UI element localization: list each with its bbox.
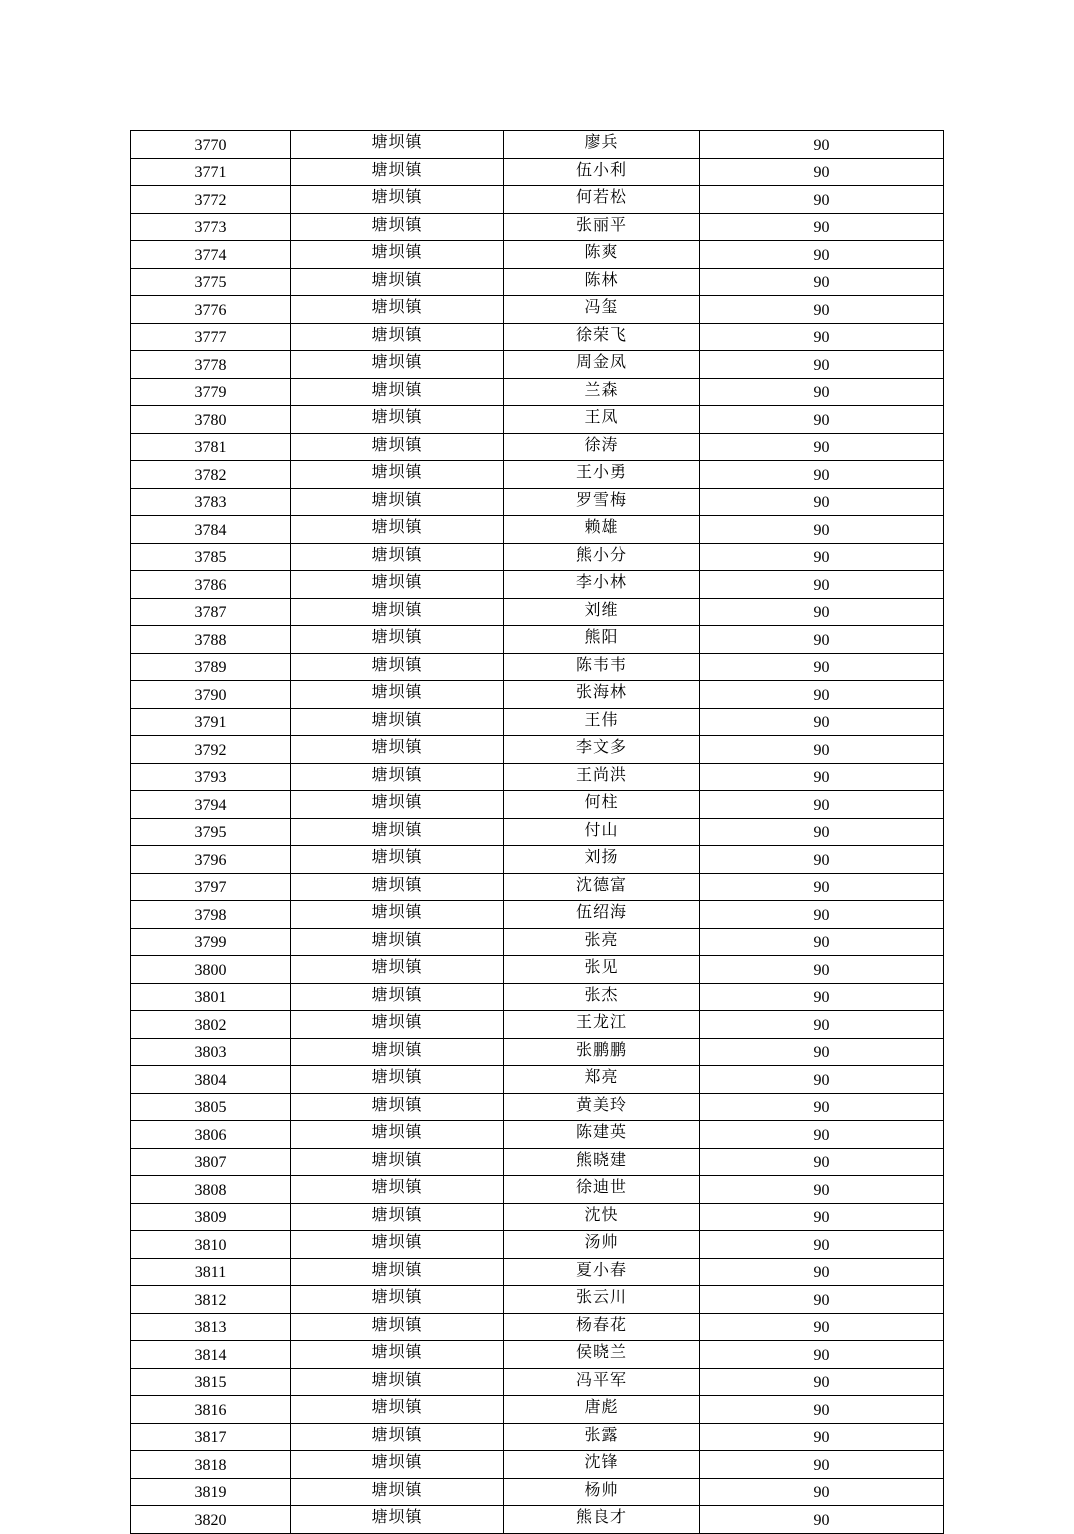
town-cell: 塘坝镇 xyxy=(291,1286,504,1314)
serial-number-cell: 3796 xyxy=(131,846,291,874)
serial-number-cell: 3788 xyxy=(131,626,291,654)
score-cell: 90 xyxy=(700,1286,944,1314)
person-name-cell: 张杰 xyxy=(504,983,700,1011)
town-cell: 塘坝镇 xyxy=(291,378,504,406)
score-cell: 90 xyxy=(700,378,944,406)
serial-number-cell: 3774 xyxy=(131,241,291,269)
serial-number-cell: 3794 xyxy=(131,791,291,819)
town-cell: 塘坝镇 xyxy=(291,956,504,984)
table-row xyxy=(131,1148,944,1176)
town-cell: 塘坝镇 xyxy=(291,1231,504,1259)
score-cell: 90 xyxy=(700,791,944,819)
person-name-cell: 张露 xyxy=(504,1423,700,1451)
person-name-cell: 张见 xyxy=(504,956,700,984)
town-cell: 塘坝镇 xyxy=(291,571,504,599)
serial-number-cell: 3799 xyxy=(131,928,291,956)
table-row xyxy=(131,351,944,379)
roster-table-body xyxy=(131,131,944,1534)
table-row xyxy=(131,1038,944,1066)
score-cell: 90 xyxy=(700,296,944,324)
town-cell: 塘坝镇 xyxy=(291,186,504,214)
person-name-cell: 沈快 xyxy=(504,1203,700,1231)
serial-number-cell: 3798 xyxy=(131,901,291,929)
table-row xyxy=(131,543,944,571)
score-cell: 90 xyxy=(700,213,944,241)
serial-number-cell: 3793 xyxy=(131,763,291,791)
table-row xyxy=(131,1286,944,1314)
town-cell: 塘坝镇 xyxy=(291,901,504,929)
serial-number-cell: 3773 xyxy=(131,213,291,241)
table-row xyxy=(131,433,944,461)
table-row xyxy=(131,818,944,846)
town-cell: 塘坝镇 xyxy=(291,1313,504,1341)
score-cell: 90 xyxy=(700,1423,944,1451)
table-row xyxy=(131,213,944,241)
score-cell: 90 xyxy=(700,1396,944,1424)
score-cell: 90 xyxy=(700,241,944,269)
town-cell: 塘坝镇 xyxy=(291,1121,504,1149)
person-name-cell: 杨春花 xyxy=(504,1313,700,1341)
person-name-cell: 王小勇 xyxy=(504,461,700,489)
serial-number-cell: 3810 xyxy=(131,1231,291,1259)
score-cell: 90 xyxy=(700,1313,944,1341)
table-row xyxy=(131,461,944,489)
serial-number-cell: 3780 xyxy=(131,406,291,434)
person-name-cell: 王龙江 xyxy=(504,1011,700,1039)
serial-number-cell: 3814 xyxy=(131,1341,291,1369)
score-cell: 90 xyxy=(700,406,944,434)
score-cell: 90 xyxy=(700,1093,944,1121)
serial-number-cell: 3805 xyxy=(131,1093,291,1121)
serial-number-cell: 3802 xyxy=(131,1011,291,1039)
serial-number-cell: 3775 xyxy=(131,268,291,296)
person-name-cell: 黄美玲 xyxy=(504,1093,700,1121)
person-name-cell: 郑亮 xyxy=(504,1066,700,1094)
score-cell: 90 xyxy=(700,1038,944,1066)
table-row xyxy=(131,1506,944,1534)
serial-number-cell: 3772 xyxy=(131,186,291,214)
person-name-cell: 伍小利 xyxy=(504,158,700,186)
score-cell: 90 xyxy=(700,131,944,159)
serial-number-cell: 3779 xyxy=(131,378,291,406)
town-cell: 塘坝镇 xyxy=(291,1011,504,1039)
person-name-cell: 熊晓建 xyxy=(504,1148,700,1176)
person-name-cell: 王伟 xyxy=(504,708,700,736)
serial-number-cell: 3811 xyxy=(131,1258,291,1286)
table-row xyxy=(131,873,944,901)
table-row xyxy=(131,378,944,406)
town-cell: 塘坝镇 xyxy=(291,351,504,379)
town-cell: 塘坝镇 xyxy=(291,1396,504,1424)
person-name-cell: 陈建英 xyxy=(504,1121,700,1149)
serial-number-cell: 3771 xyxy=(131,158,291,186)
person-name-cell: 熊良才 xyxy=(504,1506,700,1534)
score-cell: 90 xyxy=(700,351,944,379)
person-name-cell: 陈爽 xyxy=(504,241,700,269)
table-row xyxy=(131,681,944,709)
table-row xyxy=(131,516,944,544)
table-row xyxy=(131,131,944,159)
score-cell: 90 xyxy=(700,873,944,901)
score-cell: 90 xyxy=(700,901,944,929)
roster-table xyxy=(130,130,944,1534)
person-name-cell: 张海林 xyxy=(504,681,700,709)
score-cell: 90 xyxy=(700,818,944,846)
score-cell: 90 xyxy=(700,626,944,654)
score-cell: 90 xyxy=(700,653,944,681)
person-name-cell: 付山 xyxy=(504,818,700,846)
table-row xyxy=(131,296,944,324)
table-row xyxy=(131,1368,944,1396)
table-row xyxy=(131,268,944,296)
score-cell: 90 xyxy=(700,763,944,791)
table-row xyxy=(131,626,944,654)
serial-number-cell: 3815 xyxy=(131,1368,291,1396)
score-cell: 90 xyxy=(700,1478,944,1506)
table-row xyxy=(131,1011,944,1039)
table-row xyxy=(131,1258,944,1286)
serial-number-cell: 3782 xyxy=(131,461,291,489)
person-name-cell: 冯平军 xyxy=(504,1368,700,1396)
score-cell: 90 xyxy=(700,268,944,296)
serial-number-cell: 3820 xyxy=(131,1506,291,1534)
person-name-cell: 李文多 xyxy=(504,736,700,764)
person-name-cell: 伍绍海 xyxy=(504,901,700,929)
person-name-cell: 唐彪 xyxy=(504,1396,700,1424)
score-cell: 90 xyxy=(700,461,944,489)
person-name-cell: 沈锋 xyxy=(504,1451,700,1479)
town-cell: 塘坝镇 xyxy=(291,983,504,1011)
person-name-cell: 刘扬 xyxy=(504,846,700,874)
table-row xyxy=(131,901,944,929)
town-cell: 塘坝镇 xyxy=(291,516,504,544)
person-name-cell: 汤帅 xyxy=(504,1231,700,1259)
person-name-cell: 张鹏鹏 xyxy=(504,1038,700,1066)
town-cell: 塘坝镇 xyxy=(291,213,504,241)
score-cell: 90 xyxy=(700,681,944,709)
score-cell: 90 xyxy=(700,1011,944,1039)
town-cell: 塘坝镇 xyxy=(291,763,504,791)
serial-number-cell: 3819 xyxy=(131,1478,291,1506)
town-cell: 塘坝镇 xyxy=(291,131,504,159)
town-cell: 塘坝镇 xyxy=(291,708,504,736)
score-cell: 90 xyxy=(700,928,944,956)
score-cell: 90 xyxy=(700,736,944,764)
town-cell: 塘坝镇 xyxy=(291,873,504,901)
serial-number-cell: 3786 xyxy=(131,571,291,599)
serial-number-cell: 3806 xyxy=(131,1121,291,1149)
score-cell: 90 xyxy=(700,956,944,984)
serial-number-cell: 3803 xyxy=(131,1038,291,1066)
town-cell: 塘坝镇 xyxy=(291,736,504,764)
table-row xyxy=(131,241,944,269)
score-cell: 90 xyxy=(700,158,944,186)
score-cell: 90 xyxy=(700,1506,944,1534)
serial-number-cell: 3795 xyxy=(131,818,291,846)
table-row xyxy=(131,846,944,874)
score-cell: 90 xyxy=(700,433,944,461)
serial-number-cell: 3787 xyxy=(131,598,291,626)
serial-number-cell: 3791 xyxy=(131,708,291,736)
score-cell: 90 xyxy=(700,1451,944,1479)
town-cell: 塘坝镇 xyxy=(291,1423,504,1451)
serial-number-cell: 3813 xyxy=(131,1313,291,1341)
town-cell: 塘坝镇 xyxy=(291,1038,504,1066)
person-name-cell: 王凤 xyxy=(504,406,700,434)
person-name-cell: 徐迪世 xyxy=(504,1176,700,1204)
town-cell: 塘坝镇 xyxy=(291,791,504,819)
table-row xyxy=(131,653,944,681)
town-cell: 塘坝镇 xyxy=(291,928,504,956)
serial-number-cell: 3804 xyxy=(131,1066,291,1094)
town-cell: 塘坝镇 xyxy=(291,268,504,296)
town-cell: 塘坝镇 xyxy=(291,1368,504,1396)
person-name-cell: 陈韦韦 xyxy=(504,653,700,681)
score-cell: 90 xyxy=(700,571,944,599)
serial-number-cell: 3817 xyxy=(131,1423,291,1451)
score-cell: 90 xyxy=(700,598,944,626)
serial-number-cell: 3809 xyxy=(131,1203,291,1231)
town-cell: 塘坝镇 xyxy=(291,296,504,324)
person-name-cell: 陈林 xyxy=(504,268,700,296)
person-name-cell: 张亮 xyxy=(504,928,700,956)
table-row xyxy=(131,598,944,626)
town-cell: 塘坝镇 xyxy=(291,846,504,874)
score-cell: 90 xyxy=(700,1176,944,1204)
table-row xyxy=(131,406,944,434)
serial-number-cell: 3785 xyxy=(131,543,291,571)
table-row xyxy=(131,323,944,351)
town-cell: 塘坝镇 xyxy=(291,1258,504,1286)
serial-number-cell: 3784 xyxy=(131,516,291,544)
person-name-cell: 沈德富 xyxy=(504,873,700,901)
person-name-cell: 杨帅 xyxy=(504,1478,700,1506)
town-cell: 塘坝镇 xyxy=(291,1506,504,1534)
person-name-cell: 廖兵 xyxy=(504,131,700,159)
serial-number-cell: 3808 xyxy=(131,1176,291,1204)
serial-number-cell: 3812 xyxy=(131,1286,291,1314)
serial-number-cell: 3789 xyxy=(131,653,291,681)
score-cell: 90 xyxy=(700,488,944,516)
table-row xyxy=(131,1066,944,1094)
serial-number-cell: 3807 xyxy=(131,1148,291,1176)
town-cell: 塘坝镇 xyxy=(291,323,504,351)
table-row xyxy=(131,1341,944,1369)
serial-number-cell: 3797 xyxy=(131,873,291,901)
score-cell: 90 xyxy=(700,1258,944,1286)
town-cell: 塘坝镇 xyxy=(291,1148,504,1176)
person-name-cell: 冯玺 xyxy=(504,296,700,324)
town-cell: 塘坝镇 xyxy=(291,433,504,461)
town-cell: 塘坝镇 xyxy=(291,626,504,654)
person-name-cell: 张云川 xyxy=(504,1286,700,1314)
table-row xyxy=(131,1093,944,1121)
score-cell: 90 xyxy=(700,1148,944,1176)
serial-number-cell: 3790 xyxy=(131,681,291,709)
person-name-cell: 徐涛 xyxy=(504,433,700,461)
town-cell: 塘坝镇 xyxy=(291,598,504,626)
score-cell: 90 xyxy=(700,1231,944,1259)
table-row xyxy=(131,791,944,819)
score-cell: 90 xyxy=(700,323,944,351)
table-row xyxy=(131,763,944,791)
serial-number-cell: 3800 xyxy=(131,956,291,984)
table-row xyxy=(131,708,944,736)
score-cell: 90 xyxy=(700,983,944,1011)
town-cell: 塘坝镇 xyxy=(291,1478,504,1506)
town-cell: 塘坝镇 xyxy=(291,681,504,709)
table-row xyxy=(131,736,944,764)
person-name-cell: 熊阳 xyxy=(504,626,700,654)
table-row xyxy=(131,1313,944,1341)
serial-number-cell: 3792 xyxy=(131,736,291,764)
serial-number-cell: 3818 xyxy=(131,1451,291,1479)
table-row xyxy=(131,928,944,956)
table-row xyxy=(131,983,944,1011)
town-cell: 塘坝镇 xyxy=(291,1066,504,1094)
serial-number-cell: 3816 xyxy=(131,1396,291,1424)
table-row xyxy=(131,1478,944,1506)
person-name-cell: 侯晓兰 xyxy=(504,1341,700,1369)
score-cell: 90 xyxy=(700,846,944,874)
person-name-cell: 李小林 xyxy=(504,571,700,599)
person-name-cell: 徐荣飞 xyxy=(504,323,700,351)
town-cell: 塘坝镇 xyxy=(291,1176,504,1204)
serial-number-cell: 3776 xyxy=(131,296,291,324)
person-name-cell: 夏小春 xyxy=(504,1258,700,1286)
table-row xyxy=(131,1451,944,1479)
person-name-cell: 周金凤 xyxy=(504,351,700,379)
table-row xyxy=(131,571,944,599)
table-row xyxy=(131,488,944,516)
score-cell: 90 xyxy=(700,1066,944,1094)
score-cell: 90 xyxy=(700,186,944,214)
person-name-cell: 罗雪梅 xyxy=(504,488,700,516)
town-cell: 塘坝镇 xyxy=(291,1203,504,1231)
town-cell: 塘坝镇 xyxy=(291,406,504,434)
town-cell: 塘坝镇 xyxy=(291,818,504,846)
table-row xyxy=(131,1396,944,1424)
table-row xyxy=(131,1423,944,1451)
person-name-cell: 何若松 xyxy=(504,186,700,214)
score-cell: 90 xyxy=(700,1121,944,1149)
town-cell: 塘坝镇 xyxy=(291,1093,504,1121)
town-cell: 塘坝镇 xyxy=(291,543,504,571)
town-cell: 塘坝镇 xyxy=(291,1341,504,1369)
serial-number-cell: 3801 xyxy=(131,983,291,1011)
person-name-cell: 何柱 xyxy=(504,791,700,819)
score-cell: 90 xyxy=(700,1341,944,1369)
person-name-cell: 熊小分 xyxy=(504,543,700,571)
person-name-cell: 张丽平 xyxy=(504,213,700,241)
serial-number-cell: 3770 xyxy=(131,131,291,159)
score-cell: 90 xyxy=(700,543,944,571)
town-cell: 塘坝镇 xyxy=(291,158,504,186)
score-cell: 90 xyxy=(700,516,944,544)
town-cell: 塘坝镇 xyxy=(291,241,504,269)
town-cell: 塘坝镇 xyxy=(291,1451,504,1479)
serial-number-cell: 3777 xyxy=(131,323,291,351)
person-name-cell: 刘维 xyxy=(504,598,700,626)
table-row xyxy=(131,186,944,214)
town-cell: 塘坝镇 xyxy=(291,488,504,516)
score-cell: 90 xyxy=(700,1203,944,1231)
serial-number-cell: 3781 xyxy=(131,433,291,461)
table-row xyxy=(131,1231,944,1259)
score-cell: 90 xyxy=(700,1368,944,1396)
score-cell: 90 xyxy=(700,708,944,736)
person-name-cell: 赖雄 xyxy=(504,516,700,544)
person-name-cell: 兰森 xyxy=(504,378,700,406)
table-row xyxy=(131,1121,944,1149)
table-row xyxy=(131,956,944,984)
table-row xyxy=(131,1203,944,1231)
table-row xyxy=(131,1176,944,1204)
table-row xyxy=(131,158,944,186)
person-name-cell: 王尚洪 xyxy=(504,763,700,791)
serial-number-cell: 3783 xyxy=(131,488,291,516)
town-cell: 塘坝镇 xyxy=(291,653,504,681)
serial-number-cell: 3778 xyxy=(131,351,291,379)
town-cell: 塘坝镇 xyxy=(291,461,504,489)
